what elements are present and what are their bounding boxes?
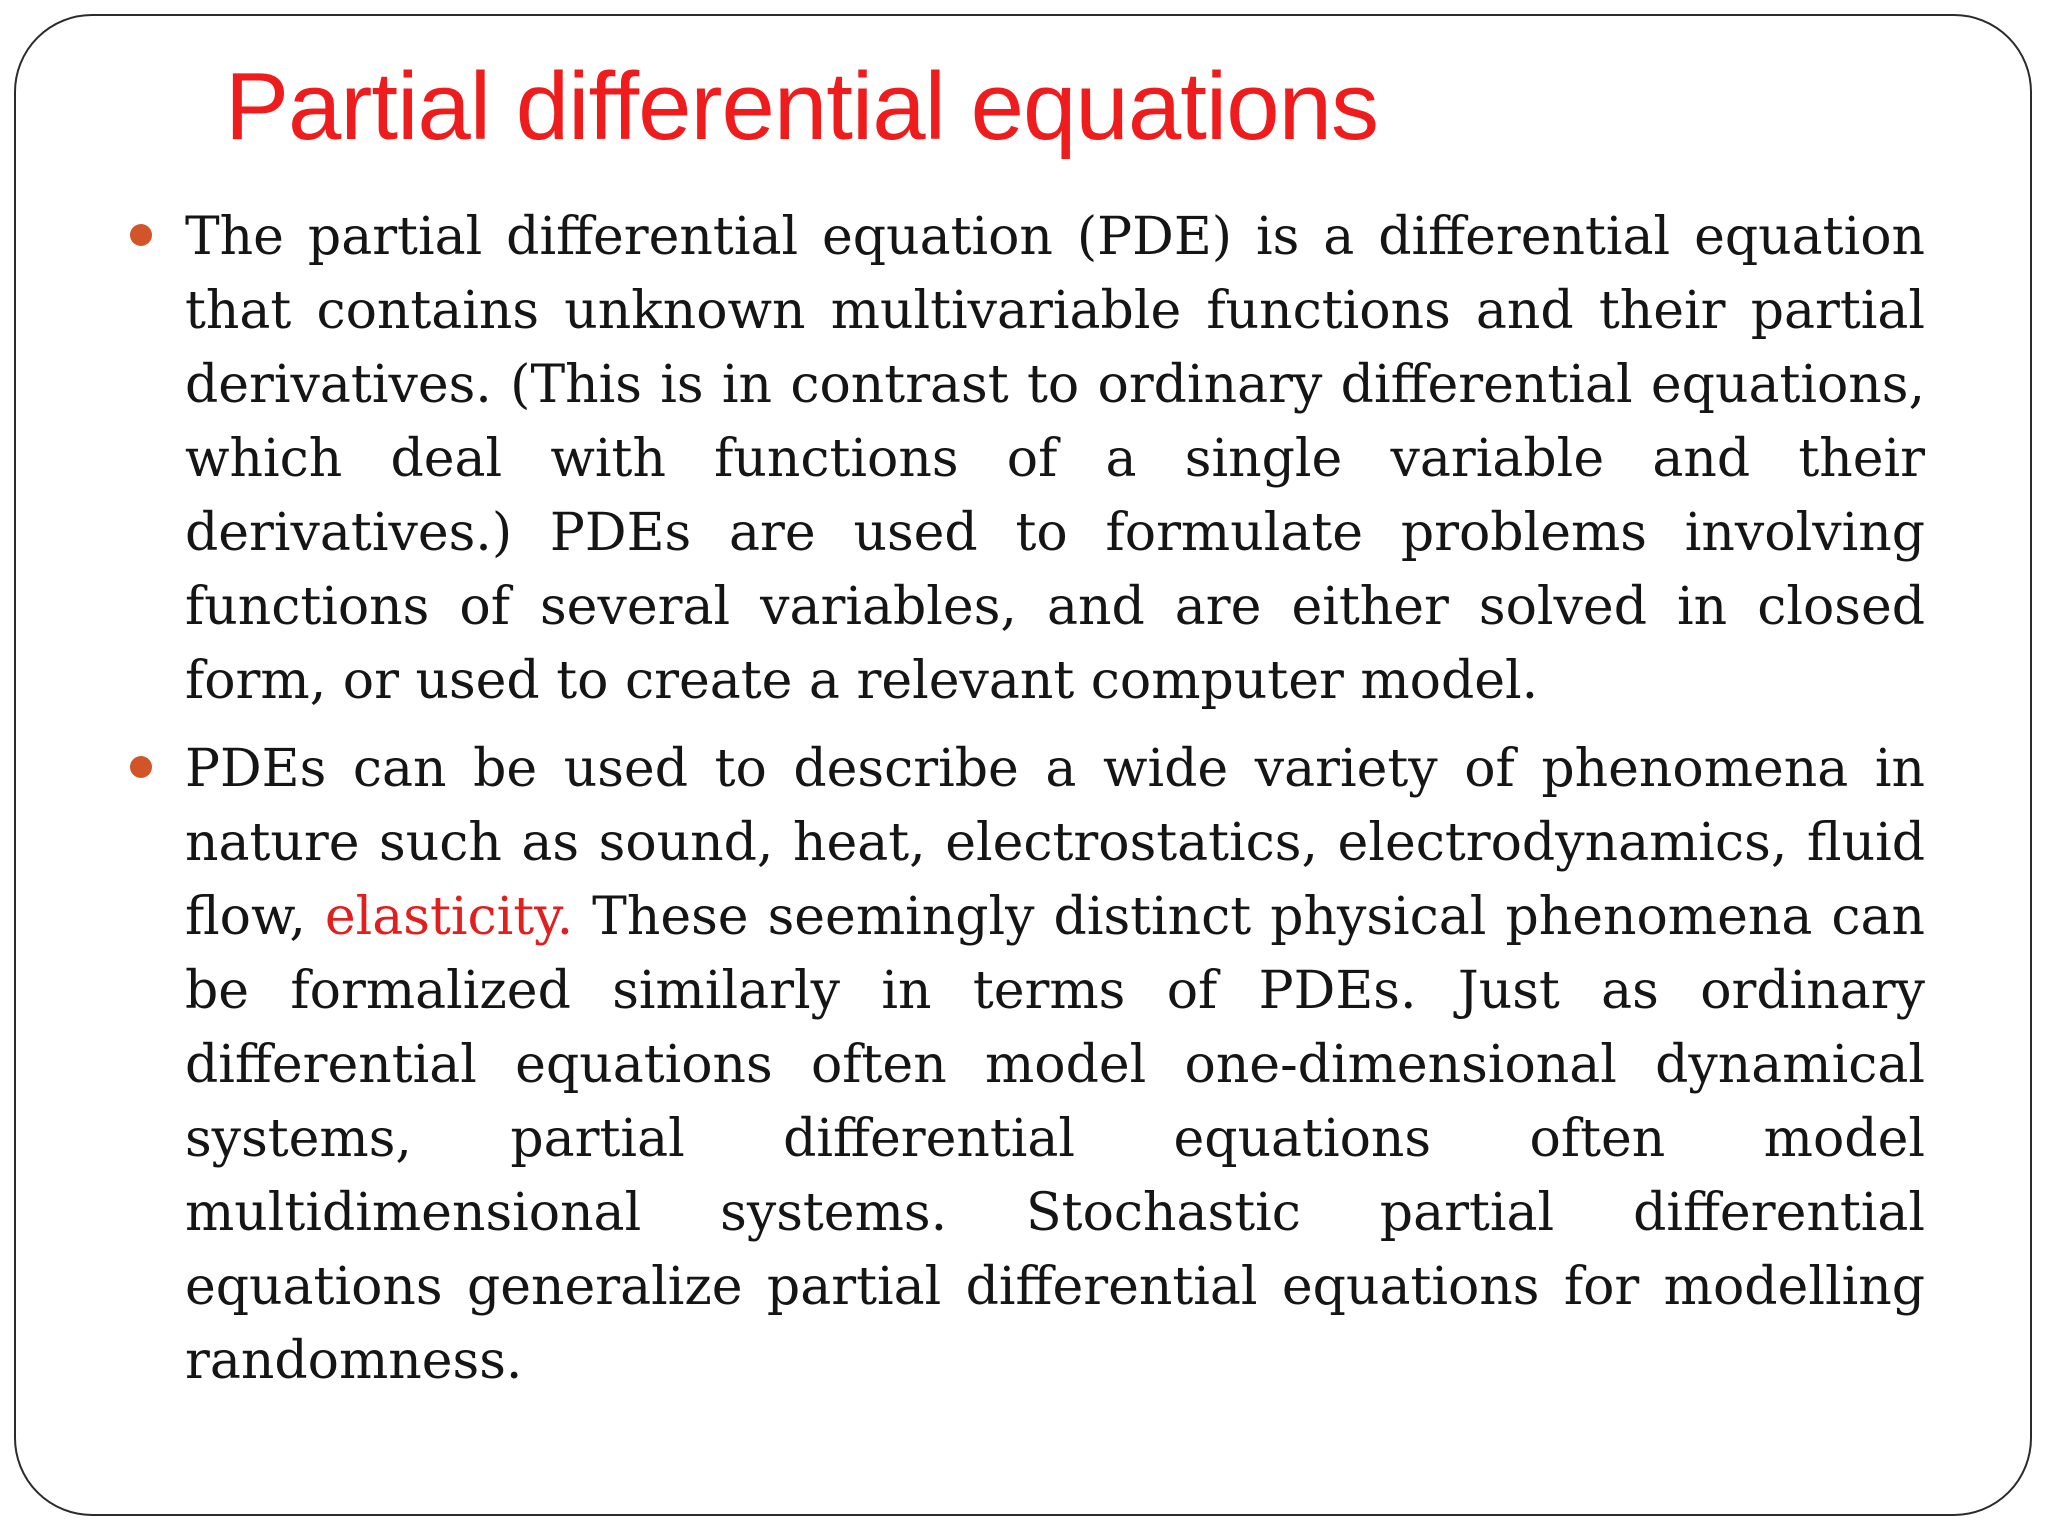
bullet-text: The partial differential equation (PDE) is a differential equation that contains unknown multivariable functions and their partial derivatives. (This is in contrast to ordinary differential equations, which deal with functions of a single variable and their derivatives.) PDEs are used to formulate problems involving functions of several variables, and are either solved in closed form, or used to create a relevant computer model. <box>185 207 1925 711</box>
bullet-text-before: PDEs can be used to describe a wide variety of phenomena in nature such as sound, heat, electrostatics, electrodynamics, fluid flow, <box>185 739 1925 947</box>
slide-title: Partial differential equations <box>225 53 1378 160</box>
highlighted-term: elasticity. <box>324 887 574 947</box>
bullet-dot-icon <box>130 756 152 778</box>
bullet-dot-icon <box>130 224 152 246</box>
bullet-item-applications <box>130 732 1925 1398</box>
bullet-item-definition <box>130 200 1925 718</box>
bullet-text-after: These seemingly distinct physical phenomena can be formalized similarly in terms of PDEs. Just as ordinary differential equations often model one-dimensional dynamical systems, partial differential equations often model multidimensional systems. Stochastic partial differential equations generalize partial differential equations for modelling randomness. <box>185 887 1925 1391</box>
bullet-list <box>130 200 1925 1412</box>
